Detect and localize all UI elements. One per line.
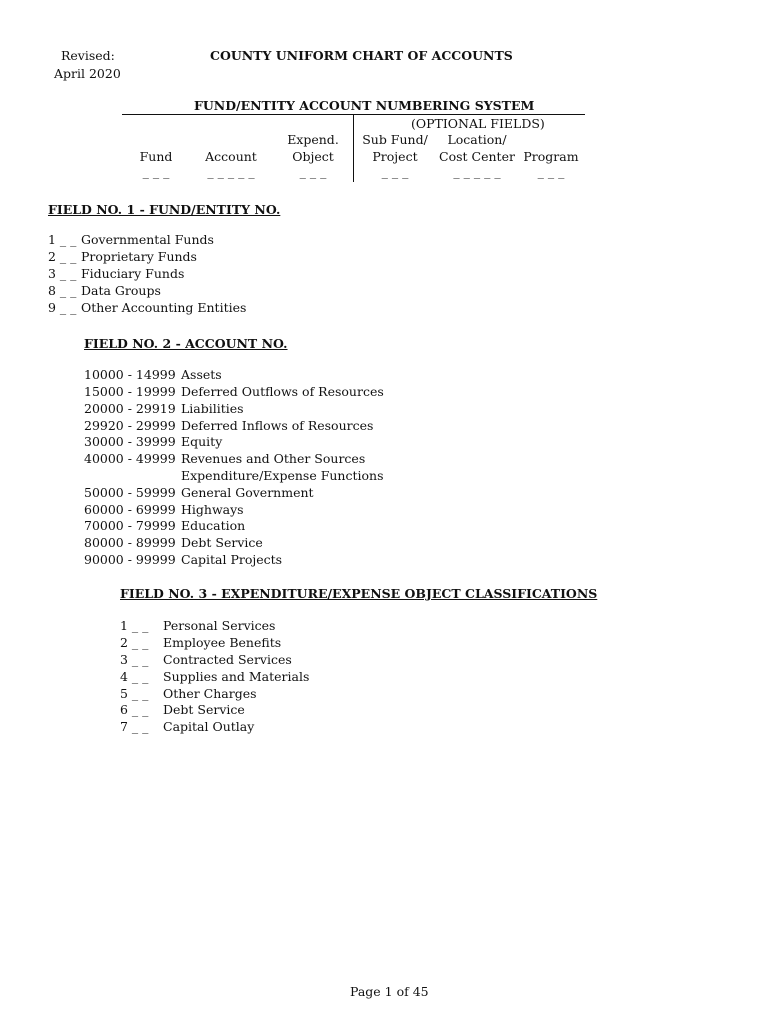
list-item	[84, 384, 384, 401]
item-code: 15000 - 19999	[84, 384, 176, 399]
column-location-cost-center	[436, 131, 518, 179]
document-title: COUNTY UNIFORM CHART OF ACCOUNTS	[210, 48, 513, 63]
column-line2: Program	[523, 149, 579, 164]
optional-divider	[353, 114, 354, 182]
item-label: Proprietary Funds	[81, 249, 197, 264]
list-item	[84, 434, 222, 451]
item-code: 5 _ _	[120, 686, 149, 701]
item-label: Assets	[181, 367, 222, 382]
column-line2: Account	[205, 149, 257, 164]
item-code: 60000 - 69999	[84, 502, 176, 517]
column-sub-fund-project	[358, 131, 432, 179]
item-code: 4 _ _	[120, 669, 149, 684]
item-label: Other Charges	[163, 686, 257, 701]
field2-heading: FIELD NO. 2 - ACCOUNT NO.	[84, 336, 288, 351]
item-code: 1 _ _	[120, 618, 149, 633]
item-code: 2 _ _	[120, 635, 149, 650]
column-line1: Sub Fund/	[362, 132, 428, 147]
item-label: Capital Outlay	[163, 719, 255, 734]
item-code: 8 _ _	[48, 283, 77, 298]
column-line1	[126, 131, 186, 148]
item-label: Education	[181, 518, 246, 533]
column-line1: Location/	[447, 132, 507, 147]
list-item	[120, 669, 309, 686]
item-label: Debt Service	[163, 702, 245, 717]
list-item	[84, 367, 222, 384]
revised-label: Revised:	[61, 48, 115, 63]
list-item	[120, 686, 257, 703]
column-account	[196, 131, 266, 179]
list-item	[48, 266, 184, 283]
item-label: Deferred Inflows of Resources	[181, 418, 374, 433]
column-line2: Cost Center	[439, 149, 515, 164]
item-label: Revenues and Other Sources	[181, 451, 366, 466]
item-label: Debt Service	[181, 535, 263, 550]
list-item	[120, 719, 254, 736]
list-item	[84, 401, 244, 418]
item-code: 80000 - 89999	[84, 535, 176, 550]
column-expend-object	[280, 131, 346, 179]
item-code: 3 _ _	[120, 652, 149, 667]
list-item	[84, 418, 373, 435]
list-item	[120, 635, 281, 652]
item-code: 30000 - 39999	[84, 434, 176, 449]
item-label: Highways	[181, 502, 244, 517]
item-label: Personal Services	[163, 618, 276, 633]
column-line1	[196, 131, 266, 148]
item-label: Other Accounting Entities	[81, 300, 247, 315]
page-number: Page 1 of 45	[350, 984, 429, 999]
list-item	[48, 249, 197, 266]
item-label: Contracted Services	[163, 652, 292, 667]
revision-date: April 2020	[54, 66, 121, 81]
item-label: Liabilities	[181, 401, 244, 416]
list-item	[120, 652, 292, 669]
numbering-title: FUND/ENTITY ACCOUNT NUMBERING SYSTEM	[194, 98, 535, 113]
column-blanks: _ _ _	[537, 164, 565, 179]
list-item	[84, 468, 383, 485]
item-label: General Government	[181, 485, 314, 500]
item-code: 9 _ _	[48, 300, 77, 315]
column-blanks: _ _ _	[142, 164, 170, 179]
item-label: Governmental Funds	[81, 232, 214, 247]
optional-fields-label: (OPTIONAL FIELDS)	[411, 116, 545, 131]
column-line1	[518, 131, 584, 148]
field1-heading: FIELD NO. 1 - FUND/ENTITY NO.	[48, 202, 281, 217]
item-label: Fiduciary Funds	[81, 266, 185, 281]
item-code: 20000 - 29919	[84, 401, 176, 416]
column-blanks: _ _ _	[381, 164, 409, 179]
column-blanks: _ _ _ _ _	[207, 164, 255, 179]
item-label: Expenditure/Expense Functions	[181, 468, 384, 483]
item-code: 40000 - 49999	[84, 451, 176, 466]
item-code: 10000 - 14999	[84, 367, 176, 382]
column-fund	[126, 131, 186, 179]
list-item	[84, 502, 244, 519]
list-item	[84, 552, 282, 569]
column-line2: Fund	[139, 149, 173, 164]
item-code: 2 _ _	[48, 249, 77, 264]
item-code: 1 _ _	[48, 232, 77, 247]
column-blanks: _ _ _ _ _	[453, 164, 501, 179]
item-code: 50000 - 59999	[84, 485, 176, 500]
list-item	[48, 232, 214, 249]
item-code: 90000 - 99999	[84, 552, 176, 567]
item-code: 7 _ _	[120, 719, 149, 734]
column-line2: Project	[372, 149, 418, 164]
item-label: Supplies and Materials	[163, 669, 310, 684]
list-item	[84, 451, 365, 468]
item-label: Capital Projects	[181, 552, 283, 567]
list-item	[84, 485, 314, 502]
column-line2: Object	[292, 149, 334, 164]
column-line1: Expend.	[287, 132, 339, 147]
list-item	[120, 702, 245, 719]
item-label: Employee Benefits	[163, 635, 282, 650]
item-code: 29920 - 29999	[84, 418, 176, 433]
list-item	[120, 618, 275, 635]
list-item	[48, 300, 246, 317]
item-code: 70000 - 79999	[84, 518, 176, 533]
item-code: 6 _ _	[120, 702, 149, 717]
list-item	[84, 535, 263, 552]
field3-heading: FIELD NO. 3 - EXPENDITURE/EXPENSE OBJECT CLASSIFICATIONS	[120, 586, 598, 601]
item-label: Equity	[181, 434, 223, 449]
list-item	[48, 283, 161, 300]
column-program	[518, 131, 584, 179]
list-item	[84, 518, 245, 535]
item-label: Data Groups	[81, 283, 161, 298]
item-code: 3 _ _	[48, 266, 77, 281]
item-label: Deferred Outflows of Resources	[181, 384, 384, 399]
column-blanks: _ _ _	[299, 164, 327, 179]
